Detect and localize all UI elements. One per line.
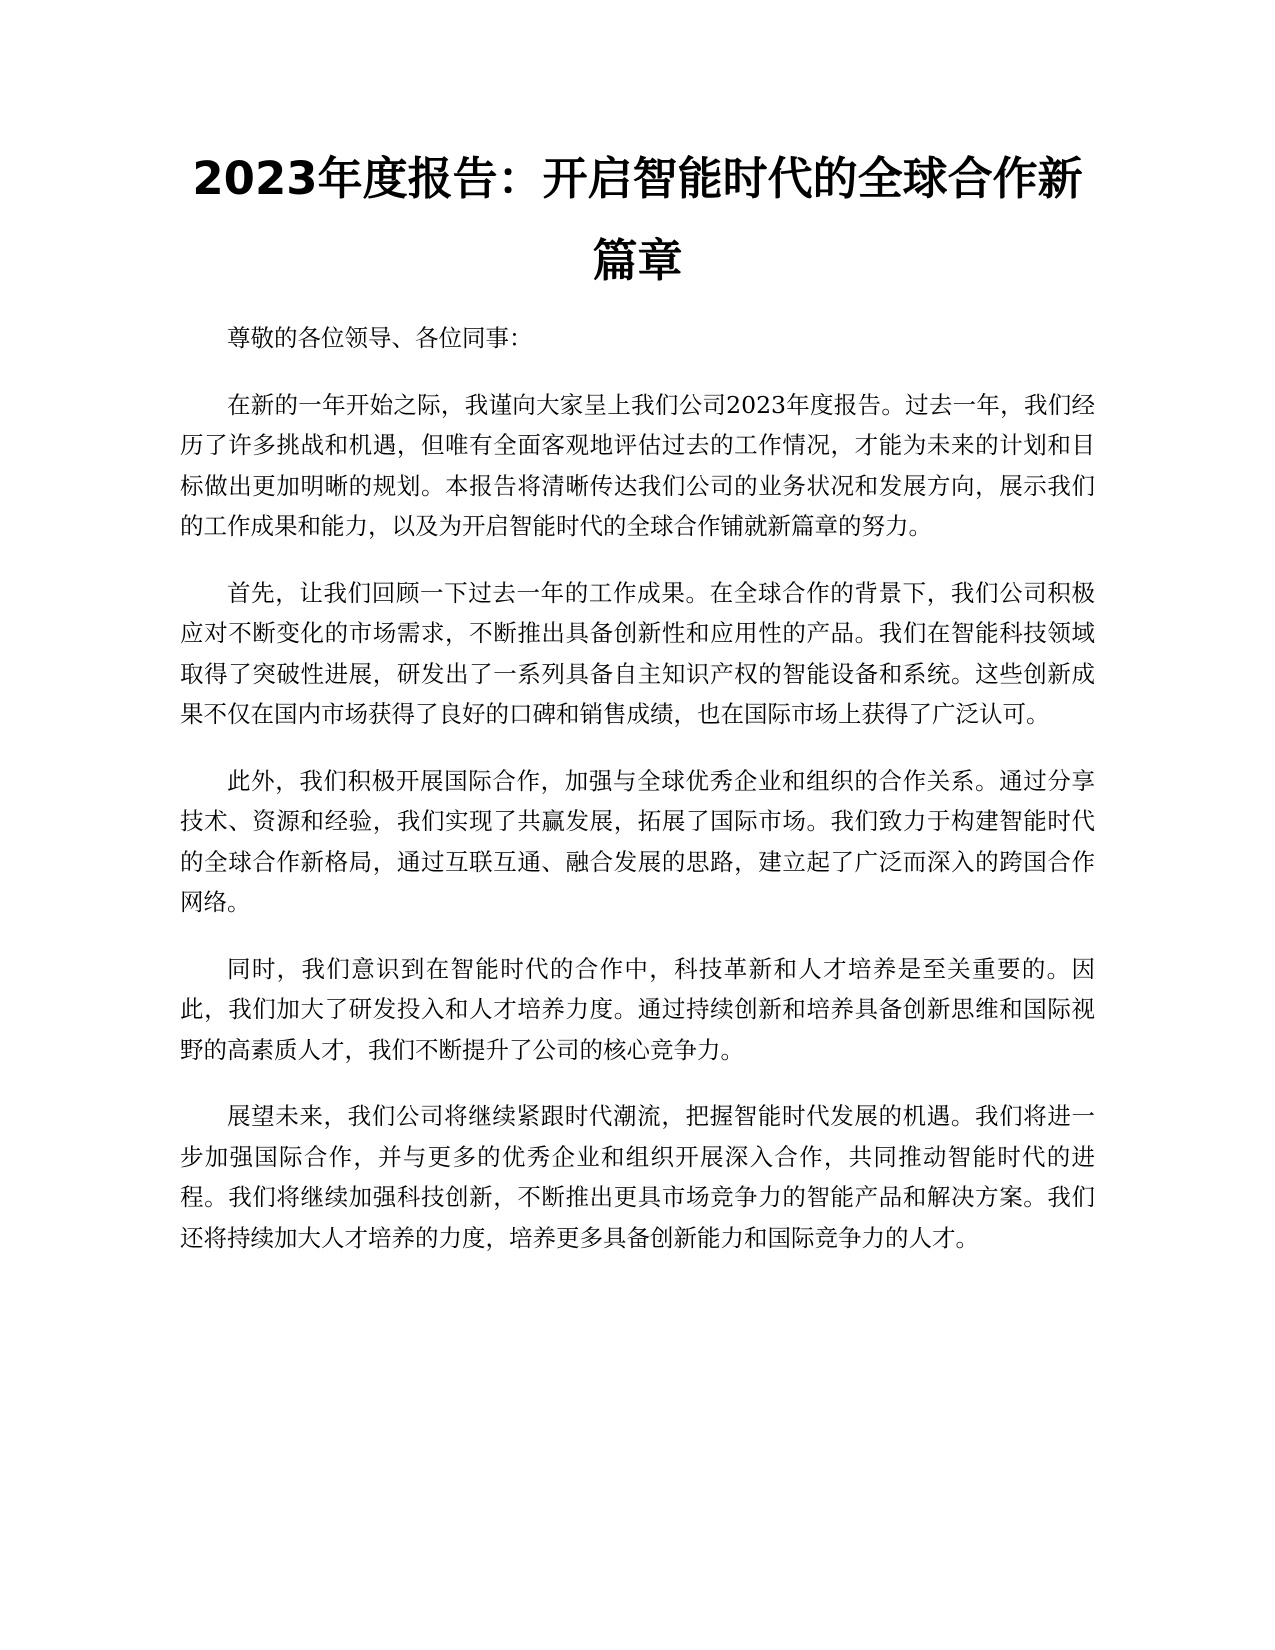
paragraph-achievements: 首先，让我们回顾一下过去一年的工作成果。在全球合作的背景下，我们公司积极应对不断变化的市场需求，不断推出具备创新性和应用性的产品。我们在智能科技领域取得了突破性进展，研发出了一系列具备自主知识产权的智能设备和系统。这些创新成果不仅在国内市场获得了良好的口碑和销售成绩，也在国际市场上获得了广泛认可。 (180, 578, 1095, 728)
paragraph-cooperation: 此外，我们积极开展国际合作，加强与全球优秀企业和组织的合作关系。通过分享技术、资源和经验，我们实现了共赢发展，拓展了国际市场。我们致力于构建智能时代的全球合作新格局，通过互联互通、融合发展的思路，建立起了广泛而深入的跨国合作网络。 (180, 766, 1095, 916)
paragraph-salutation: 尊敬的各位领导、各位同事： (227, 324, 533, 352)
paragraph-outlook: 展望未来，我们公司将继续紧跟时代潮流，把握智能时代发展的机遇。我们将进一步加强国际合作，并与更多的优秀企业和组织开展深入合作，共同推动智能时代的进程。我们将继续加强科技创新，不断推出更具市场竞争力的智能产品和解决方案。我们还将持续加大人才培养的力度，培养更多具备创新能力和国际竞争力的人才。 (180, 1102, 1095, 1252)
paragraph-intro: 在新的一年开始之际，我谨向大家呈上我们公司2023年度报告。过去一年，我们经历了许多挑战和机遇，但唯有全面客观地评估过去的工作情况，才能为未来的计划和目标做出更加明晰的规划。本报告将清晰传达我们公司的业务状况和发展方向，展示我们的工作成果和能力，以及为开启智能时代的全球合作铺就新篇章的努力。 (180, 390, 1095, 540)
document-body (180, 318, 1095, 1284)
paragraph-talent: 同时，我们意识到在智能时代的合作中，科技革新和人才培养是至关重要的。因此，我们加大了研发投入和人才培养力度。通过持续创新和培养具备创新思维和国际视野的高素质人才，我们不断提升了公司的核心竞争力。 (180, 954, 1095, 1064)
document-title: 2023年度报告：开启智能时代的全球合作新篇章 (192, 152, 1083, 287)
